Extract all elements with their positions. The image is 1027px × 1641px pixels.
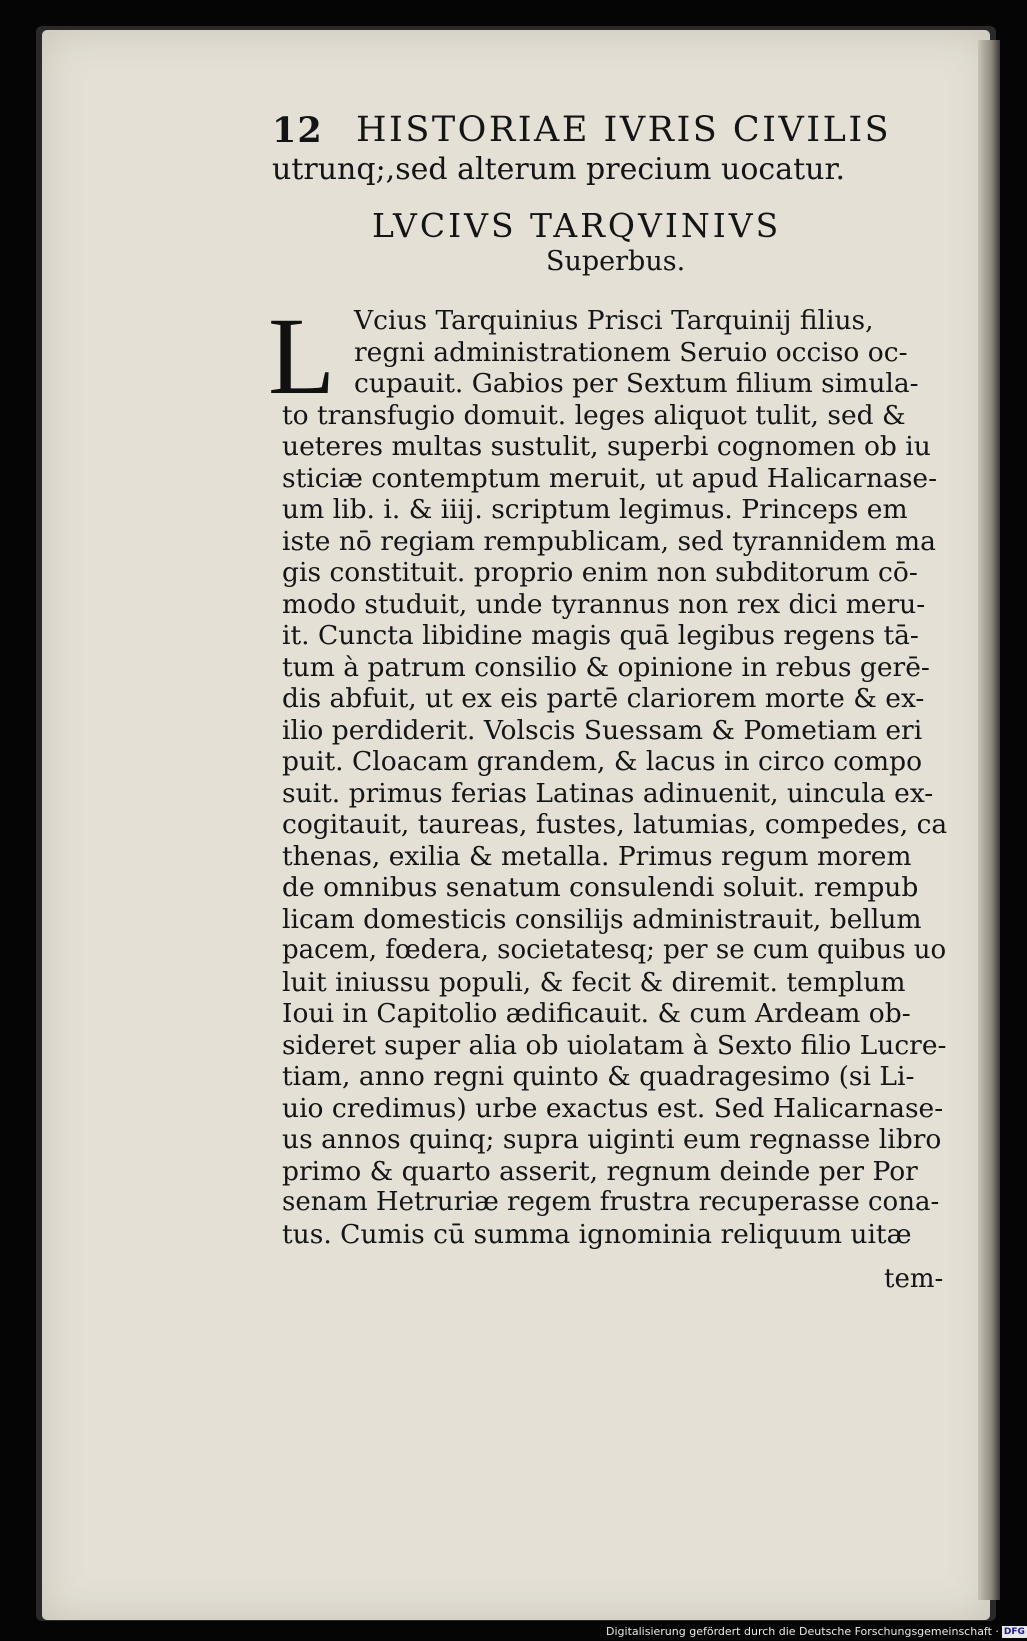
text-line: de omnibus senatum consulendi soluit. rempub	[282, 872, 919, 903]
text-line: licam domesticis consilijs administrauit, bellum	[282, 903, 922, 935]
text-line: dis abfuit, ut ex eis partē clariorem morte & ex-	[282, 683, 925, 714]
text-line: suit. primus ferias Latinas adinuenit, uincula ex-	[282, 777, 934, 809]
drop-initial: L	[268, 295, 336, 417]
text-line: Vcius Tarquinius Prisci Tarquinij filius,	[354, 305, 874, 336]
catchword: tem-	[884, 1264, 944, 1294]
text-line: primo & quarto asserit, regnum deinde per Por	[282, 1155, 918, 1187]
text-line: thenas, exilia & metalla. Primus regum morem	[282, 840, 912, 872]
page-number: 12	[272, 110, 323, 151]
text-line: um lib. i. & iiij. scriptum legimus. Princeps em	[282, 494, 908, 525]
text-line: tum à patrum consilio & opinione in rebus gerē-	[282, 651, 930, 683]
running-head: HISTORIAE IVRIS CIVILIS	[356, 110, 892, 150]
text-line: ilio perdiderit. Volscis Suessam & Pometiam eri	[282, 714, 923, 746]
text-line: luit iniussu populi, & fecit & diremit. templum	[282, 966, 906, 998]
text-line: gis constituit. proprio enim non subditorum cō-	[282, 557, 918, 588]
text-line: uio credimus) urbe exactus est. Sed Halicarnase-	[282, 1092, 944, 1124]
text-line: ueteres multas sustulit, superbi cognomen ob iu	[282, 431, 931, 462]
section-subheading: Superbus.	[546, 246, 686, 277]
text-line: senam Hetruriæ regem frustra recuperasse cona-	[282, 1187, 940, 1217]
text-line: cogitauit, taureas, fustes, latumias, compedes, ca	[282, 809, 948, 840]
text-line: tus. Cumis cū summa ignominia reliquum uitæ	[282, 1218, 912, 1250]
text-line: it. Cuncta libidine magis quā legibus regens tā-	[282, 620, 919, 651]
text-line: us annos quinq; supra uiginti eum regnasse libro	[282, 1124, 942, 1155]
text-line: regni administrationem Seruio occiso oc-	[354, 336, 908, 368]
continuation-line: utrunq;,sed alterum precium uocatur.	[272, 152, 846, 187]
text-line: puit. Cloacam grandem, & lacus in circo compo	[282, 746, 923, 777]
text-line: iste nō regiam rempublicam, sed tyrannidem ma	[282, 525, 936, 557]
body-text	[282, 305, 947, 1250]
text-line: modo studuit, unde tyrannus non rex dici meru-	[282, 588, 926, 620]
dfg-logo: DFG	[1003, 1627, 1025, 1637]
text-line: to transfugio domuit. leges aliquot tulit, sed &	[282, 399, 906, 431]
digitization-footer	[606, 1623, 1025, 1641]
text-line: sticiæ contemptum meruit, ut apud Halicarnase-	[282, 462, 938, 494]
text-line: cupauit. Gabios per Sextum filium simula-	[354, 368, 919, 399]
text-line: sideret super alia ob uiolatam à Sexto filio Lucre-	[282, 1029, 947, 1061]
text-line: pacem, fœdera, societatesq; per se cum quibus uo	[282, 935, 947, 965]
text-line: Ioui in Capitolio ædificauit. & cum Ardeam ob-	[282, 998, 911, 1029]
page-edge	[978, 40, 1000, 1600]
section-heading: LVCIVS TARQVINIVS	[372, 206, 782, 245]
funding-credit: Digitalisierung gefördert durch die Deutsche Forschungsgemeinschaft ·	[606, 1625, 999, 1638]
text-line: tiam, anno regni quinto & quadragesimo (si Li-	[282, 1061, 915, 1092]
